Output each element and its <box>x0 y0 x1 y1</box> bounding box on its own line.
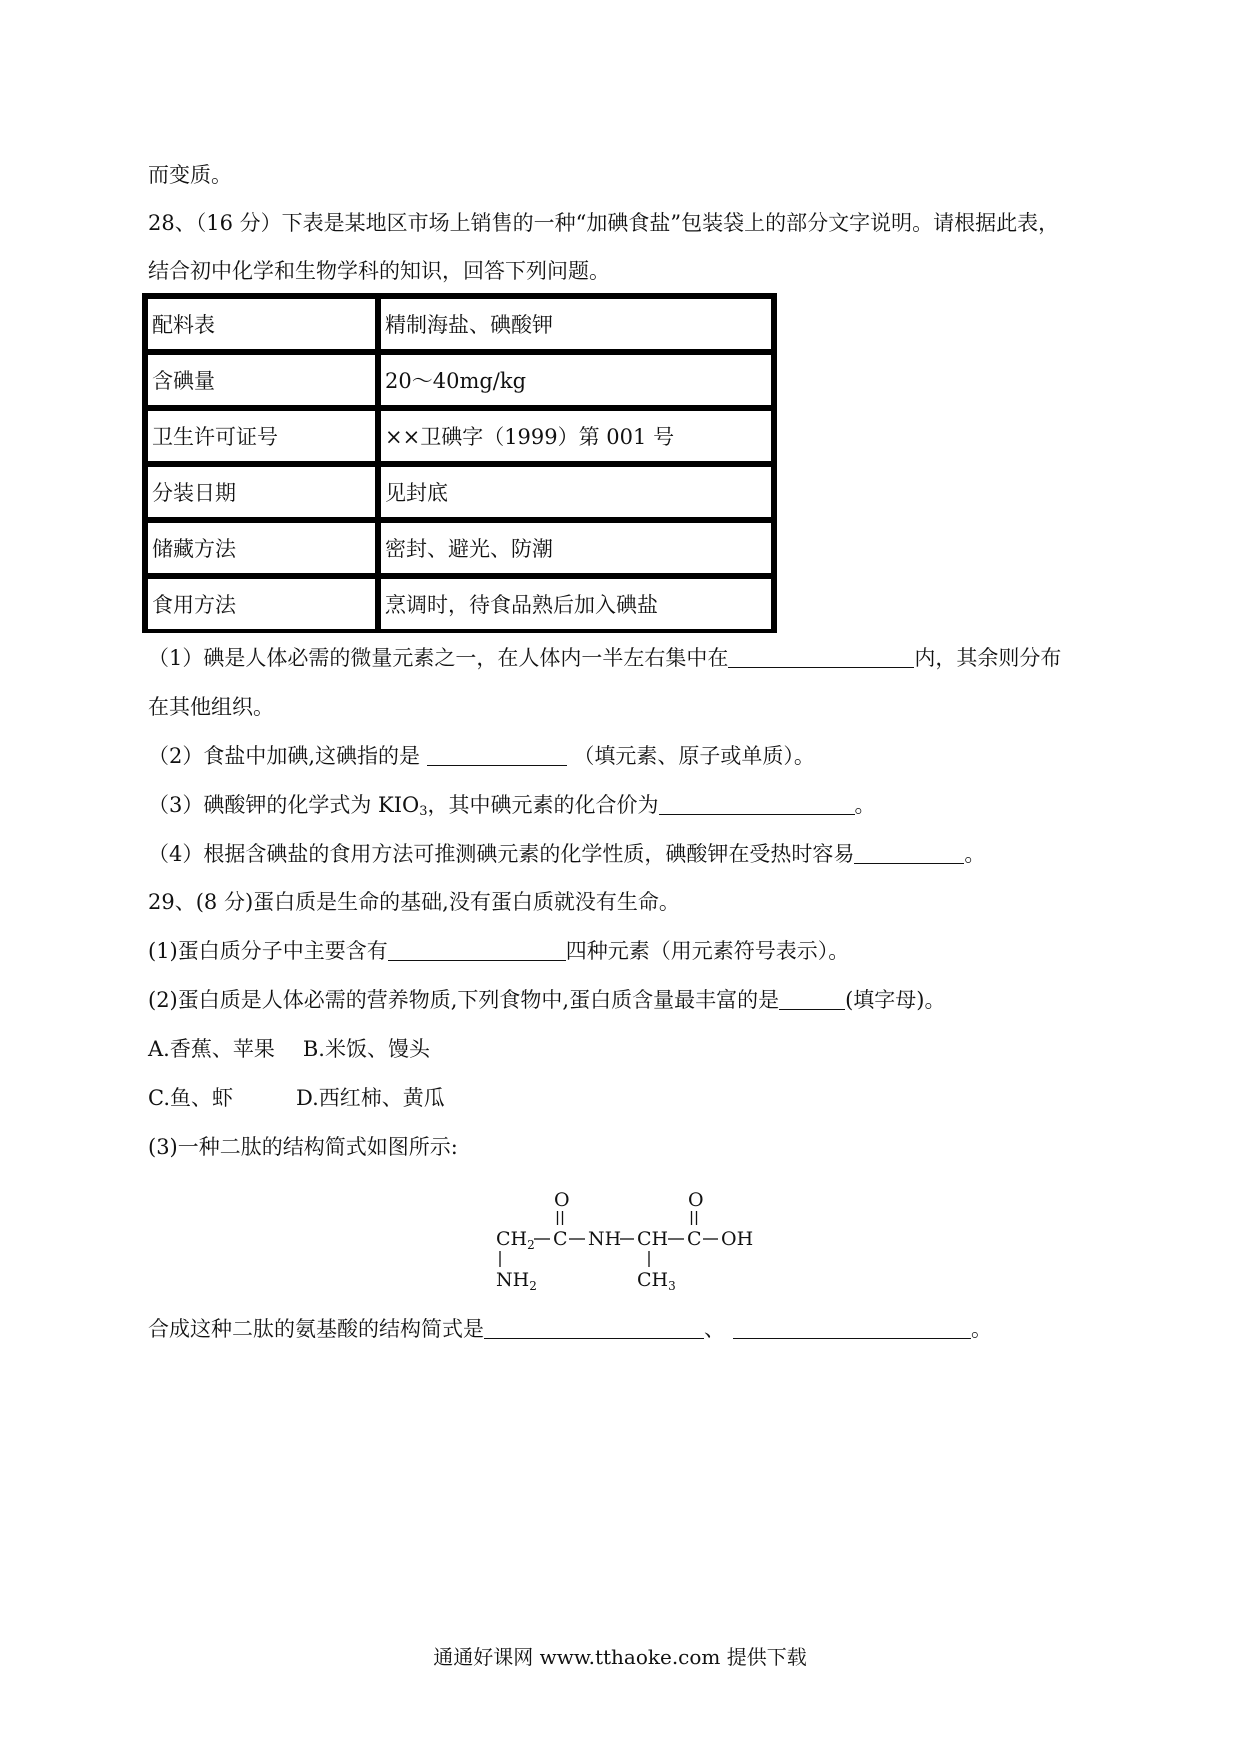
structure-o2: O <box>688 1189 704 1211</box>
q28-part2: （2）食盐中加碘,这碘指的是 （填元素、原子或单质）。 <box>148 744 815 768</box>
answer-blank[interactable] <box>388 938 566 961</box>
option-c[interactable]: C.鱼、虾 <box>148 1086 233 1110</box>
answer-blank[interactable] <box>733 1316 971 1339</box>
table-row <box>146 465 773 521</box>
structure-c1: C <box>553 1228 568 1250</box>
q28-part3: （3）碘酸钾的化学式为 $KIO_3$，其中碘元素的化合价为 。 <box>148 793 876 819</box>
structure-ch2: $CH_2$ <box>496 1228 535 1252</box>
option-a[interactable]: A.香蕉、苹果 <box>148 1037 275 1061</box>
iodized-salt-label-table <box>142 293 777 633</box>
answer-blank[interactable] <box>728 645 914 668</box>
table-key: 卫生许可证号 <box>146 409 379 465</box>
structure-ch: CH <box>637 1228 669 1250</box>
answer-blank[interactable] <box>484 1316 704 1339</box>
q29-part2: (2)蛋白质是人体必需的营养物质,下列食物中,蛋白质含量最丰富的是 (填字母)。 <box>148 988 946 1012</box>
structure-o1: O <box>554 1189 570 1211</box>
table-value: 精制海盐、碘酸钾 <box>379 297 773 353</box>
structure-oh: OH <box>721 1228 754 1250</box>
table-value: ××卫碘字（1999）第 001 号 <box>379 409 773 465</box>
table-key: 含碘量 <box>146 353 379 409</box>
table-key: 储藏方法 <box>146 521 379 577</box>
table-row <box>146 353 773 409</box>
table-value: 密封、避光、防潮 <box>379 521 773 577</box>
q29-options-ab <box>148 1034 430 1064</box>
q28-stem-line2: 结合初中化学和生物学科的知识，回答下列问题。 <box>148 259 610 283</box>
structure-ch3: $CH_3$ <box>637 1269 676 1293</box>
q29-part3: (3)一种二肽的结构简式如图所示: <box>148 1135 458 1159</box>
answer-blank[interactable] <box>427 743 567 766</box>
q28-part1: （1）碘是人体必需的微量元素之一，在人体内一半左右集中在 内，其余则分布 <box>148 646 1062 670</box>
page-footer: 通通好课网 www.tthaoke.com 提供下载 <box>433 1645 807 1669</box>
table-row <box>146 521 773 577</box>
answer-blank[interactable] <box>779 987 845 1010</box>
answer-blank[interactable] <box>659 792 855 815</box>
q28-part4: （4）根据含碘盐的食用方法可推测碘元素的化学性质，碘酸钾在受热时容易 。 <box>148 842 986 866</box>
q28-stem-line1: 28、（16 分）下表是某地区市场上销售的一种“加碘食盐”包装袋上的部分文字说明。请根据此表， <box>148 211 1060 235</box>
table-row <box>146 409 773 465</box>
q29-stem: 29、(8 分)蛋白质是生命的基础,没有蛋白质就没有生命。 <box>148 890 680 914</box>
answer-blank[interactable] <box>854 841 964 864</box>
intro-tail: 而变质。 <box>148 163 232 187</box>
structure-nh2: $NH_2$ <box>496 1269 537 1293</box>
q29-part4: 合成这种二肽的氨基酸的结构简式是 、 。 <box>148 1317 992 1341</box>
option-b[interactable]: B.米饭、馒头 <box>302 1037 430 1061</box>
q29-part1: (1)蛋白质分子中主要含有 四种元素（用元素符号表示）。 <box>148 939 850 963</box>
table-value: 20～40mg/kg <box>379 353 773 409</box>
table-key: 配料表 <box>146 297 379 353</box>
q28-part1-cont: 在其他组织。 <box>148 695 274 719</box>
table-key: 分装日期 <box>146 465 379 521</box>
dipeptide-structure-diagram <box>488 1185 778 1295</box>
structure-c2: C <box>687 1228 702 1250</box>
table-key: 食用方法 <box>146 577 379 629</box>
table-value: 见封底 <box>379 465 773 521</box>
table-row <box>146 577 773 629</box>
q29-options-cd <box>148 1083 445 1113</box>
table-row <box>146 297 773 353</box>
table-value: 烹调时，待食品熟后加入碘盐 <box>379 577 773 629</box>
structure-nh: NH <box>588 1228 622 1250</box>
option-d[interactable]: D.西红柿、黄瓜 <box>296 1086 445 1110</box>
